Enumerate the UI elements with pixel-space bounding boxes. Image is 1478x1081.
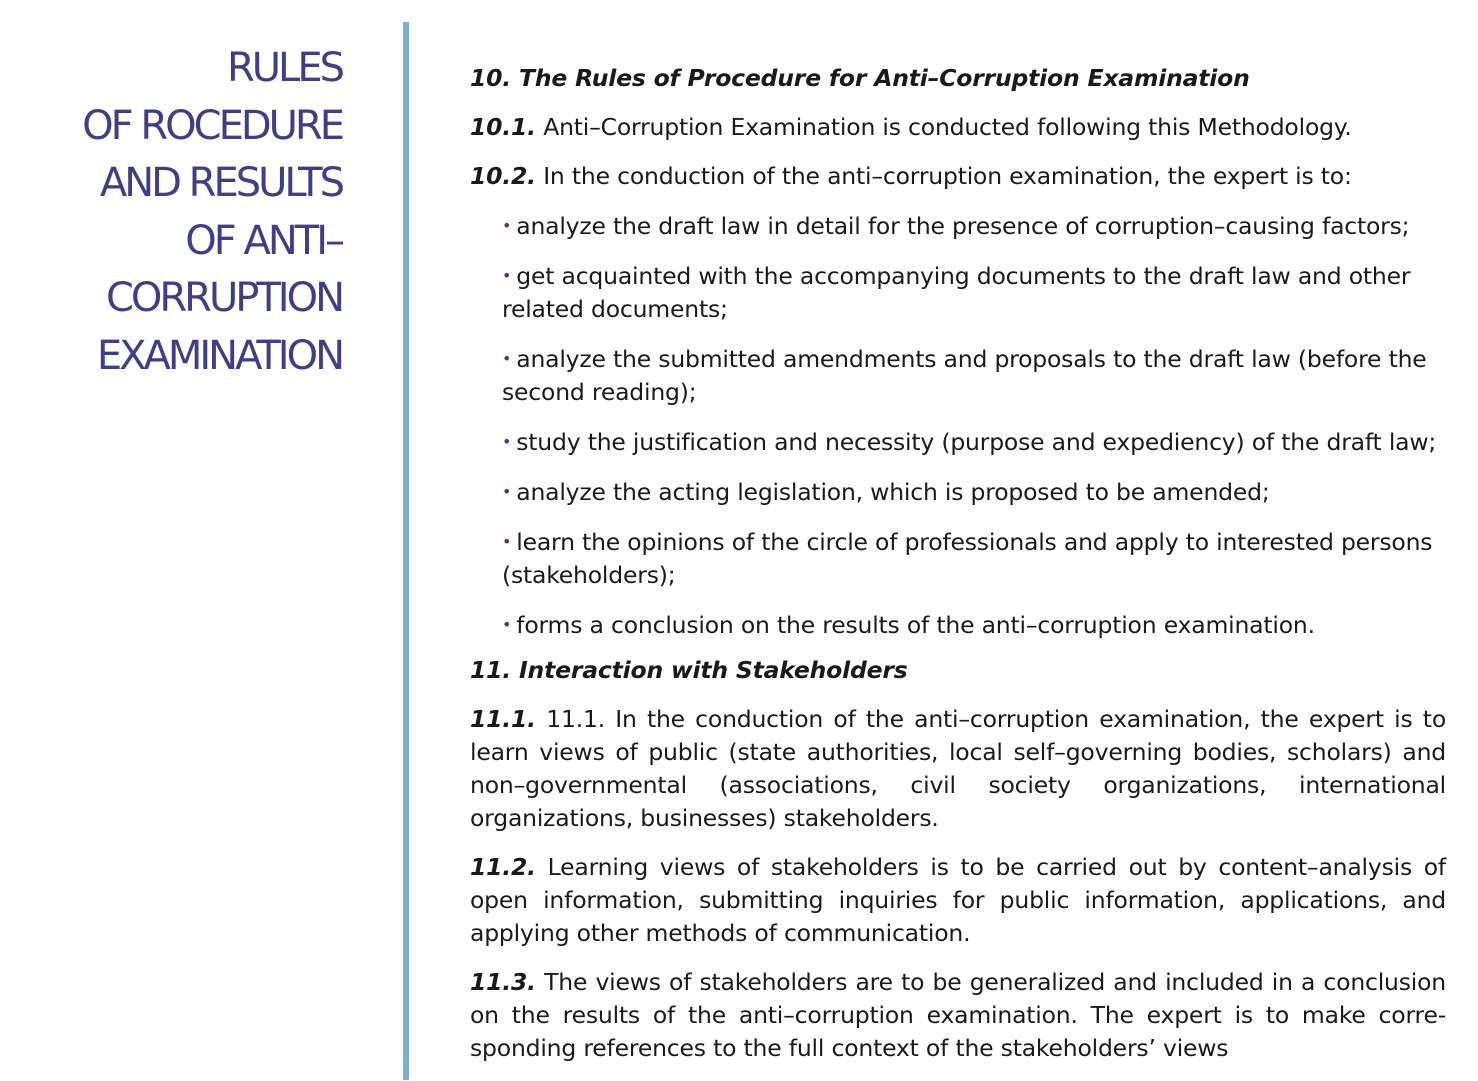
list-item-text: study the justification and necessity (purpose and expediency) of the draft law; [516, 428, 1437, 456]
list-item-text: get acquainted with the accompanying documents to the draft law and other related documents; [502, 262, 1411, 323]
bullet-icon: • [502, 349, 512, 368]
clause-number: 10.1. [470, 113, 536, 141]
clause-number: 11.3. [470, 968, 536, 996]
duties-list [470, 209, 1446, 642]
clause-number: 11.2. [470, 853, 536, 881]
side-title-line: OF ROCEDURE [82, 102, 342, 149]
section-11-heading: 11. Interaction with Stakeholders [470, 656, 908, 684]
side-title-line: CORRUPTION [105, 275, 342, 321]
bullet-icon: • [502, 532, 512, 551]
side-title-line: OF ANTI– [185, 217, 342, 264]
list-item [502, 525, 1446, 592]
section-side-title [0, 40, 342, 385]
paragraph-11-1 [470, 703, 1446, 835]
clause-number: 11.1. [470, 705, 536, 733]
clause-text: Learning views of stakeholders is to be carried out by content–analysis of open information, submitting inquiries for public information, applications, and applying other methods of communication. [470, 853, 1446, 947]
list-item [502, 259, 1446, 326]
list-item [502, 475, 1446, 509]
bullet-icon: • [502, 482, 512, 501]
list-item-text: analyze the acting legislation, which is proposed to be amended; [516, 478, 1270, 506]
clause-text: In the conduction of the anti–corruption examination, the expert is to: [535, 162, 1352, 190]
side-title-line: RULES [226, 45, 342, 91]
list-item-text: forms a conclusion on the results of the anti–corruption examination. [516, 611, 1315, 639]
section-10-heading: 10. The Rules of Procedure for Anti–Corruption Examination [470, 64, 1250, 92]
list-item [502, 209, 1446, 243]
clause-text: The views of stakeholders are to be generalized and included in a conclusion on the results of the anti–corruption examination. The expert is to make corre-sponding references to the full context of the stakeholders’ views [470, 968, 1446, 1062]
side-title-line: EXAMINATION [96, 332, 342, 379]
bullet-icon: • [502, 216, 512, 235]
vertical-divider [403, 22, 409, 1080]
list-item-text: learn the opinions of the circle of professionals and apply to interested persons (stakeholders); [502, 528, 1433, 589]
section-10 [470, 62, 1446, 658]
list-item [502, 425, 1446, 459]
list-item [502, 342, 1446, 409]
paragraph-10-1 [470, 111, 1446, 144]
paragraph-10-2 [470, 160, 1446, 193]
clause-text: Anti–Corruption Examination is conducted following this Methodology. [535, 113, 1352, 141]
clause-number: 10.2. [470, 162, 536, 190]
list-item [502, 608, 1446, 642]
section-11 [470, 654, 1446, 1081]
list-item-text: analyze the submitted amendments and proposals to the draft law (before the second reading); [502, 345, 1427, 406]
side-title-line: AND RESULTS [99, 160, 342, 206]
bullet-icon: • [502, 432, 512, 451]
bullet-icon: • [502, 615, 512, 634]
list-item-text: analyze the draft law in detail for the presence of corruption–causing factors; [516, 212, 1410, 240]
paragraph-11-2 [470, 851, 1446, 950]
bullet-icon: • [502, 266, 512, 285]
paragraph-11-3 [470, 966, 1446, 1065]
clause-text: 11.1. In the conduction of the anti–corruption examination, the expert is to learn views of public (state authorities, local self–governing bodies, scholars) and non–governmental (associations, civil society organizations, international organizations, businesses) stakeholders. [470, 705, 1446, 832]
